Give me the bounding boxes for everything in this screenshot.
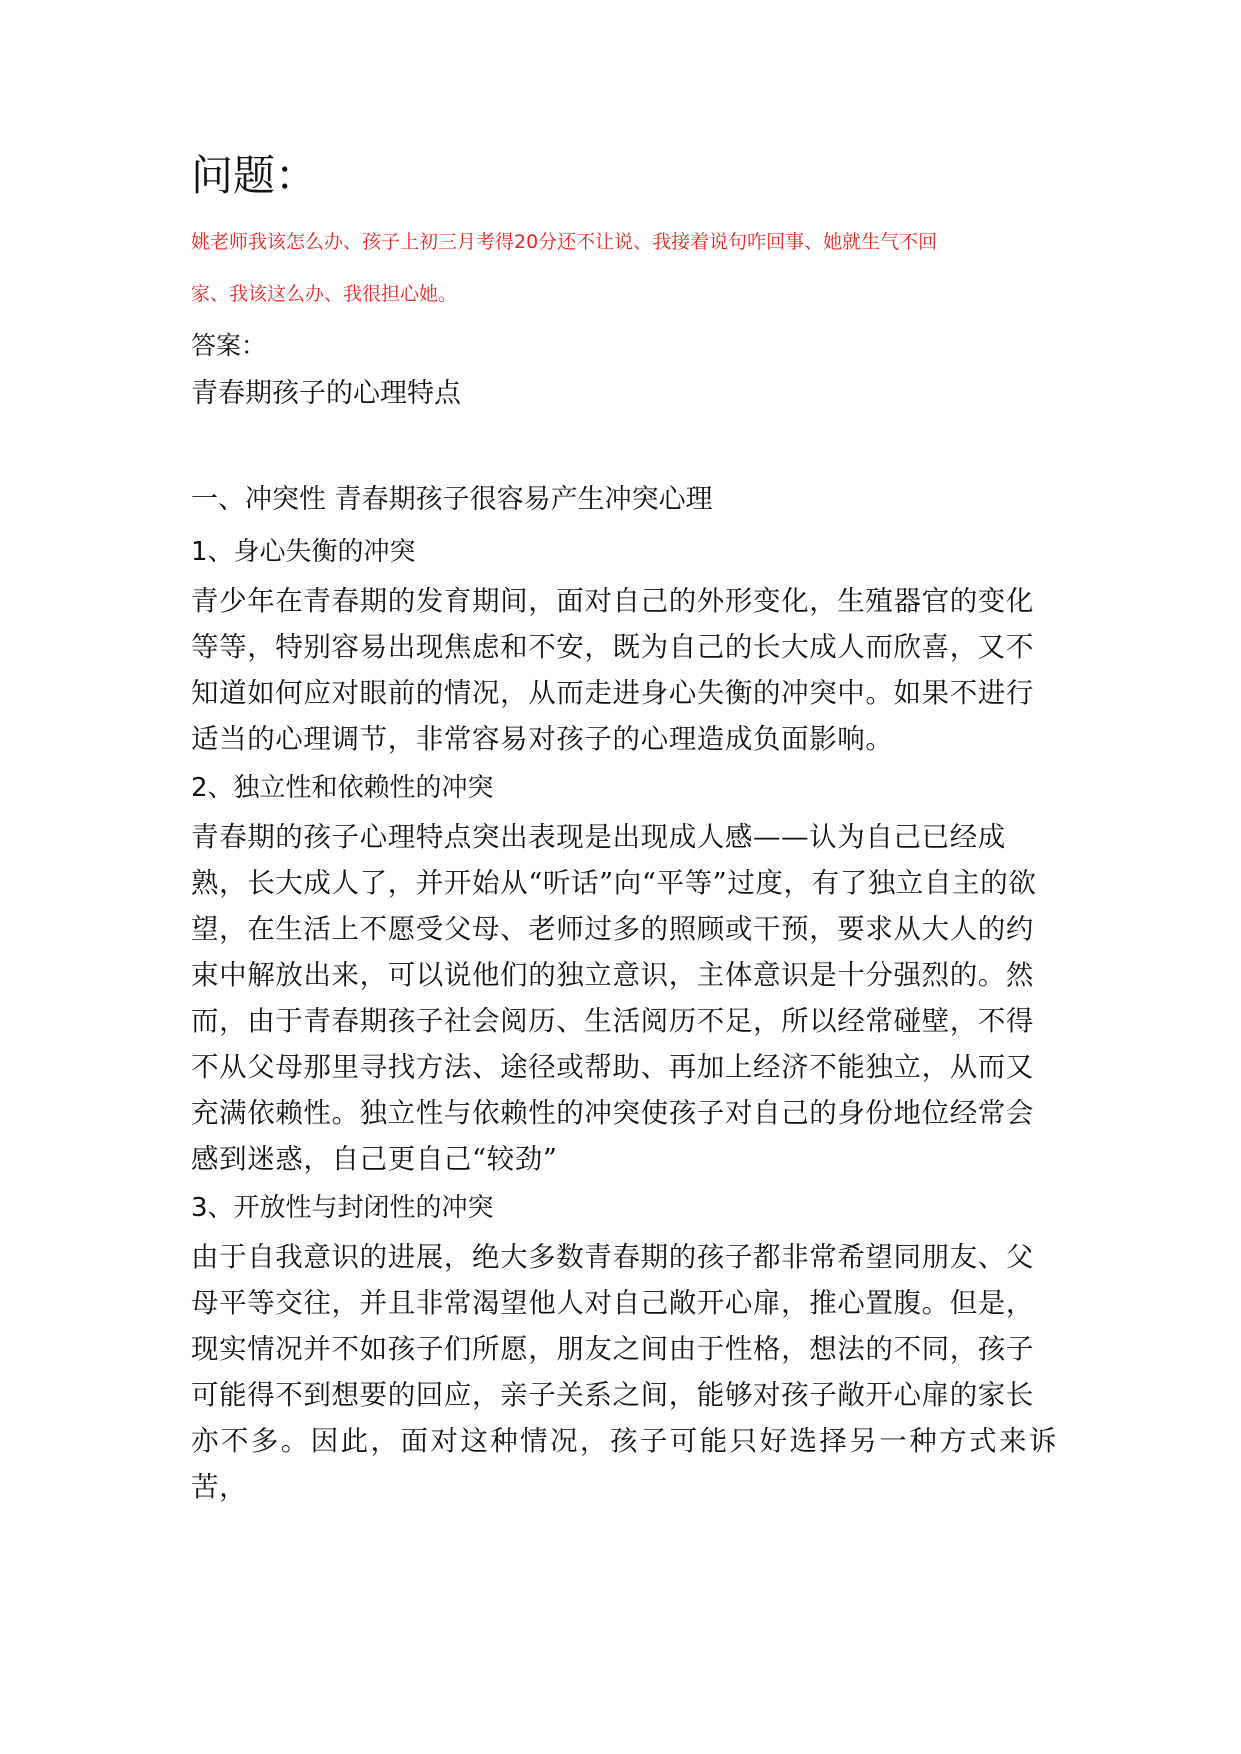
question-line: 家、我该这么办、我很担心她。 [191, 283, 458, 305]
answer-label: 答案： [191, 331, 267, 360]
body-line: 青春期的孩子心理特点突出表现是出现成人感——认为自己已经成 [191, 821, 1006, 853]
item-heading: 1、身心失衡的冲突 [191, 537, 416, 567]
body-line: 可能得不到想要的回应，亲子关系之间，能够对孩子敞开心扉的家长 [191, 1379, 1034, 1411]
body-line: 知道如何应对眼前的情况，从而走进身心失衡的冲突中。如果不进行 [191, 677, 1034, 709]
body-line: 青少年在青春期的发育期间，面对自己的外形变化，生殖器官的变化 [191, 585, 1034, 617]
body-line: 等等，特别容易出现焦虑和不安，既为自己的长大成人而欣喜，又不 [191, 631, 1034, 663]
question-text [191, 216, 1057, 320]
question-title: 问题： [191, 151, 318, 200]
body-line: 亦不多。因此，面对这种情况，孩子可能只好选择另一种方式来诉苦， [191, 1425, 1057, 1503]
body-line: 束中解放出来，可以说他们的独立意识，主体意识是十分强烈的。然 [191, 959, 1034, 991]
body-line: 不从父母那里寻找方法、途径或帮助、再加上经济不能独立，从而又 [191, 1051, 1034, 1083]
body-line: 母平等交往，并且非常渴望他人对自己敞开心扉，推心置腹。但是， [191, 1287, 1034, 1319]
answer-subtitle: 青春期孩子的心理特点 [191, 378, 461, 409]
blank-line [191, 422, 1057, 474]
item-heading: 3、开放性与封闭性的冲突 [191, 1193, 494, 1223]
item-3 [191, 1182, 1057, 1510]
body-line: 现实情况并不如孩子们所愿，朋友之间由于性格，想法的不同，孩子 [191, 1333, 1034, 1365]
body-line: 由于自我意识的进展，绝大多数青春期的孩子都非常希望同朋友、父 [191, 1241, 1034, 1273]
body-line: 熟，长大成人了，并开始从“听话”向“平等”过度，有了独立自主的欲 [191, 867, 1037, 899]
body-line: 感到迷惑，自己更自己“较劲” [191, 1143, 558, 1175]
section-heading: 一、冲突性 青春期孩子很容易产生冲突心理 [191, 484, 713, 515]
body-line: 充满依赖性。独立性与依赖性的冲突使孩子对自己的身份地位经常会 [191, 1097, 1034, 1129]
question-line: 姚老师我该怎么办、孩子上初三月考得20分还不让说、我接着说句咋回事、她就生气不回 [191, 231, 938, 253]
body-line: 望，在生活上不愿受父母、老师过多的照顾或干预，要求从大人的约 [191, 913, 1034, 945]
body-line: 适当的心理调节，非常容易对孩子的心理造成负面影响。 [191, 723, 894, 755]
item-1 [191, 526, 1057, 762]
document-content [191, 140, 1057, 1510]
item-2 [191, 762, 1057, 1182]
body-line: 而，由于青春期孩子社会阅历、生活阅历不足，所以经常碰壁，不得 [191, 1005, 1034, 1037]
item-heading: 2、独立性和依赖性的冲突 [191, 773, 494, 803]
